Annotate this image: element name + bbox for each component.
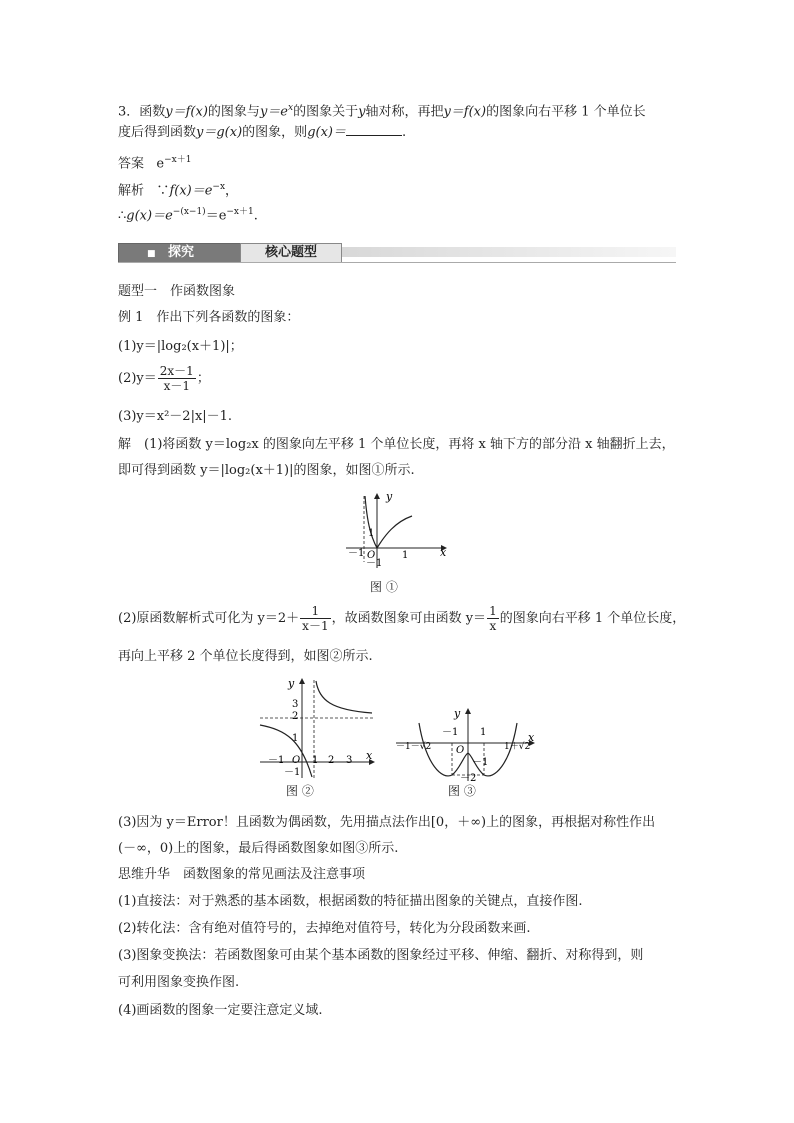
solution-p3-line2: (－∞，0)上的图象，最后得函数图象如图③所示.: [118, 841, 399, 856]
solution-p2-line2: 再向上平移 2 个单位长度得到，如图②所示.: [118, 649, 373, 664]
p2-fraction-2: $\frac{1}{x}$: [489, 604, 497, 633]
fig1-tick-yneg1: －1: [366, 558, 383, 569]
fig2-caption: 图 ②: [286, 784, 314, 798]
problem3-line2: 度后得到函数y＝g(x)的图象，则g(x)＝ .: [118, 125, 407, 140]
example1-label: 例 1 作出下列各函数的图象：: [118, 310, 300, 325]
fig1-caption: 图 ①: [370, 580, 398, 594]
fig2-tick-y2: 2: [292, 711, 299, 722]
answer-blank: [346, 124, 402, 136]
fig3-tick-xl: －1－√2: [396, 742, 432, 752]
analysis-line2: $\therefore g(x)=e^{-(x-1)}=e^{-x+1}$.: [118, 207, 258, 224]
fig3-origin: O: [456, 745, 465, 756]
example1-item3: (3)y＝x²－2|x|－1.: [118, 409, 233, 424]
fig1-y-label: y: [386, 490, 393, 503]
fig2-curve-right: [316, 681, 372, 713]
answer-line: 答案 $e^{-x+1}$: [118, 155, 192, 172]
summary-item4: (4)画函数的图象一定要注意定义域.: [118, 1003, 323, 1018]
fig2-tick-xneg1: －1: [268, 755, 285, 766]
fig2-tick-y1: 1: [292, 733, 299, 744]
analysis-label: 解析: [118, 183, 145, 199]
fig2-tick-y3: 3: [292, 699, 299, 710]
type1-heading: 题型一 作函数图象: [118, 284, 236, 299]
fig1-tick-y1: 1: [368, 528, 375, 539]
fig2-x-label: x: [366, 749, 373, 762]
fig2-y-label: y: [288, 677, 295, 690]
solution-p3-line1: (3)因为 y＝Error！且函数为偶函数，先用描点法作出[0，＋∞)上的图象，再根据对称性作出: [118, 815, 656, 830]
fig3-tick-neg1: －1: [442, 727, 459, 738]
fig1-origin: O: [367, 550, 376, 561]
fig3-tick-1: 1: [480, 727, 487, 738]
fig2-tick-x3: 3: [346, 755, 353, 766]
fig1-tick-x1: 1: [402, 550, 409, 561]
summary-heading: 思维升华 函数图象的常见画法及注意事项: [118, 867, 366, 882]
fig3-x-label: x: [528, 731, 535, 744]
fig3-tick-xr: 1＋√2: [504, 742, 531, 752]
fig1-curve: [365, 496, 412, 548]
solution-p1-line2: 即可得到函数 y＝|log₂(x＋1)|的图象，如图①所示.: [118, 463, 415, 478]
banner-tab-core: 核心题型: [240, 243, 342, 263]
fig2-origin: O: [292, 755, 301, 766]
fig1-x-label: x: [440, 546, 447, 559]
example1-item2: (2)y＝ $\frac{2x-1}{x-1}$ ；: [118, 364, 210, 393]
banner-tab-explore: ■ 探究: [118, 243, 242, 263]
figure-1: [340, 490, 455, 572]
answer-value: e: [156, 156, 165, 172]
summary-item3-line2: 可利用图象变换作图.: [118, 975, 240, 990]
banner-fade: [342, 247, 676, 257]
banner-bullet: ■: [147, 249, 156, 259]
fig3-caption: 图 ③: [448, 784, 476, 798]
figure-2: [256, 675, 381, 780]
figure-3: [394, 705, 539, 783]
solution-p1-line1: 解 (1)将函数 y＝log₂x 的图象向左平移 1 个单位长度，再将 x 轴下方的部分沿 x 轴翻折上去，: [118, 437, 675, 452]
banner-rule: [118, 262, 676, 263]
section-banner: [118, 243, 676, 263]
p2-fraction-1: $\frac{1}{x-1}$: [302, 604, 329, 633]
summary-item1: (1)直接法：对于熟悉的基本函数，根据函数的特征描出图象的关键点，直接作图.: [118, 894, 583, 909]
fig3-tick-m1: －1: [472, 757, 489, 768]
example1-item1: (1)y＝|log₂(x＋1)|；: [118, 339, 243, 354]
fig3-y-label: y: [454, 707, 461, 720]
summary-item2: (2)转化法：含有绝对值符号的，去掉绝对值符号，转化为分段函数来画.: [118, 921, 531, 936]
fig3-tick-m2: －2: [460, 773, 477, 783]
problem3-line1: 3．函数y＝f(x)的图象与$y=e^x$的图象关于y轴对称，再把y＝f(x)的图象向右平移 1 个单位长: [118, 103, 646, 120]
fig2-tick-x2: 2: [328, 755, 335, 766]
summary-item3-line1: (3)图象变换法：若函数图象可由某个基本函数的图象经过平移、伸缩、翻折、对称得到，则: [118, 948, 644, 963]
solution-p2-line1: (2)原函数解析式可化为 y＝2＋ $\frac{1}{x-1}$ ，故函数图象可由函数 y＝ $\frac{1}{x}$ 的图象向右平移 1 个单位长度，: [118, 604, 686, 633]
answer-label: 答案: [118, 156, 145, 172]
item2-fraction: $\frac{2x-1}{x-1}$: [159, 364, 194, 393]
fig2-tick-yneg1: －1: [284, 767, 301, 778]
analysis-line1: 解析 $\because f(x)=e^{-x}$，: [118, 182, 239, 199]
fig2-tick-x1: 1: [312, 755, 319, 766]
fig1-tick-xneg1: －1: [348, 548, 365, 559]
